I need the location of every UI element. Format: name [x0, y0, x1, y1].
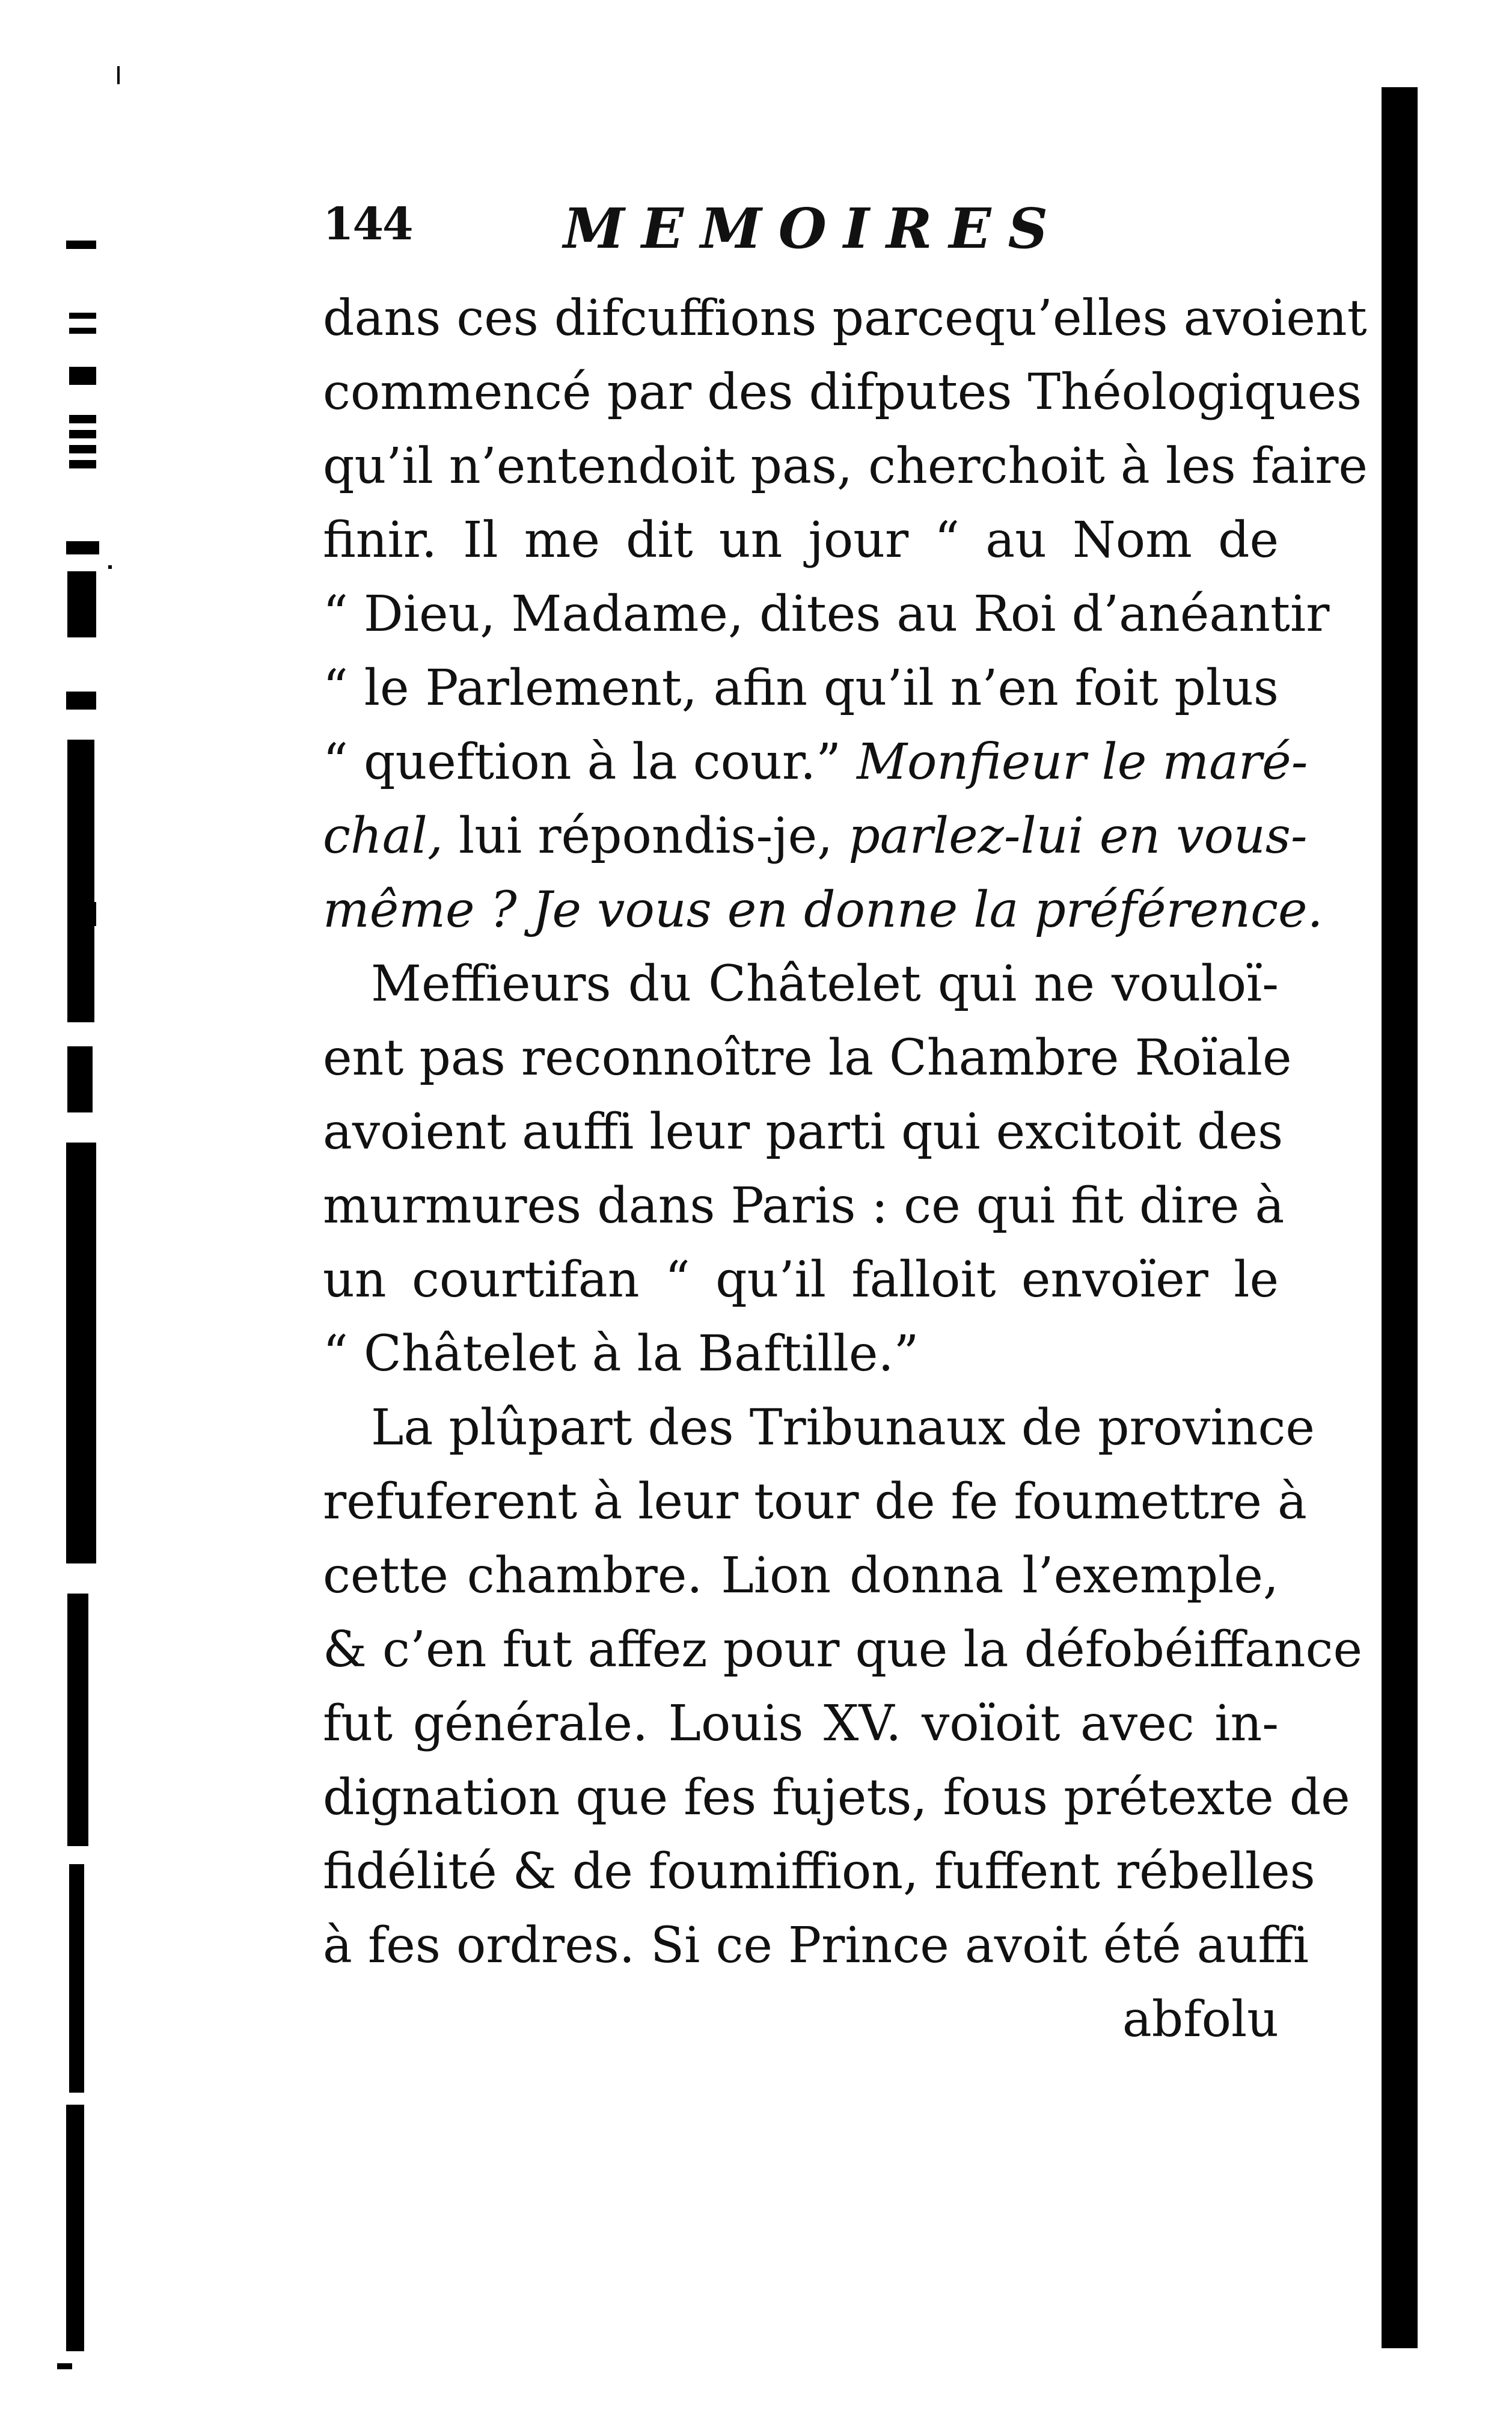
text-segment: à fes ordres. Si ce Prince avoit été auffi: [323, 1917, 1309, 1974]
text-line: [323, 1391, 1315, 1465]
italic-text: même ? Je vous en donne la préférence.: [323, 882, 1323, 939]
text-segment: murmures dans Paris : ce qui fit dire à: [323, 1177, 1285, 1235]
text-segment: un courtifan “ qu’il falloit envoïer le: [323, 1251, 1279, 1309]
text-line: [323, 947, 1279, 1021]
text-line: [323, 1021, 1292, 1095]
text-line: [323, 1909, 1309, 1983]
text-segment: & c’en fut affez pour que la défobéiffance: [323, 1621, 1362, 1678]
text-segment: “ le Parlement, afin qu’il n’en foit plus: [323, 660, 1279, 717]
binding-edge: [0, 0, 120, 2425]
italic-text: chal,: [323, 808, 443, 865]
page-header: [323, 198, 1285, 271]
text-segment: “ Dieu, Madame, dites au Roi d’anéantir: [323, 586, 1330, 643]
text-line: [323, 503, 1279, 577]
text-line: [323, 1539, 1279, 1613]
binding-speckles: [0, 0, 120, 2425]
body-text: [323, 281, 1368, 2057]
text-line: [323, 799, 1308, 873]
text-segment: dans ces difcuffions parcequ’elles avoient: [323, 290, 1367, 347]
page-number: 144: [323, 198, 412, 250]
page-edge-shadow: [1382, 87, 1418, 2348]
text-line: [323, 725, 1308, 799]
text-segment: qu’il n’entendoit pas, cherchoit à les faire: [323, 438, 1368, 495]
italic-text: parlez-lui en vous-: [848, 808, 1308, 865]
text-line: [323, 429, 1368, 503]
text-segment: fidélité & de foumiffion, fuffent rébelles: [323, 1843, 1315, 1900]
text-segment: avoient auffi leur parti qui excitoit des: [323, 1103, 1284, 1161]
text-segment: La plûpart des Tribunaux de province: [371, 1399, 1315, 1456]
text-line: [323, 1687, 1279, 1761]
running-title: MEMOIRES: [563, 196, 1065, 261]
text-segment: cette chambre. Lion donna l’exemple,: [323, 1547, 1279, 1604]
text-segment: “ Châtelet à la Baftille.”: [323, 1325, 919, 1382]
text-line: [323, 1243, 1279, 1317]
text-line: [323, 1095, 1284, 1169]
text-segment: “ queftion à la cour.”: [323, 734, 857, 791]
text-segment: refuferent à leur tour de fe foumettre à: [323, 1473, 1307, 1530]
text-segment: ent pas reconnoître la Chambre Roïale: [323, 1029, 1292, 1087]
text-segment: lui répondis-je,: [442, 808, 849, 865]
catchword: abfolu: [1122, 1991, 1279, 2048]
text-line: [323, 1835, 1315, 1909]
text-line: [323, 355, 1362, 429]
text-line: [323, 651, 1279, 725]
text-segment: commencé par des difputes Théologiques: [323, 364, 1362, 421]
text-line: [323, 1317, 1279, 1391]
text-segment: finir. Il me dit un jour “ au Nom de: [323, 512, 1279, 569]
text-line: [323, 1169, 1285, 1243]
text-segment: dignation que fes fujets, fous prétexte de: [323, 1769, 1350, 1826]
text-line: [323, 281, 1367, 355]
italic-text: Monfieur le maré-: [857, 734, 1308, 791]
text-line: [323, 1613, 1362, 1687]
text-segment: fut générale. Louis XV. voïoit avec in-: [323, 1695, 1279, 1752]
text-line: [323, 1761, 1350, 1835]
text-line: [323, 577, 1330, 651]
text-segment: Meffieurs du Châtelet qui ne vouloï-: [371, 956, 1279, 1013]
text-line: [323, 873, 1323, 947]
text-line: [323, 1465, 1307, 1539]
